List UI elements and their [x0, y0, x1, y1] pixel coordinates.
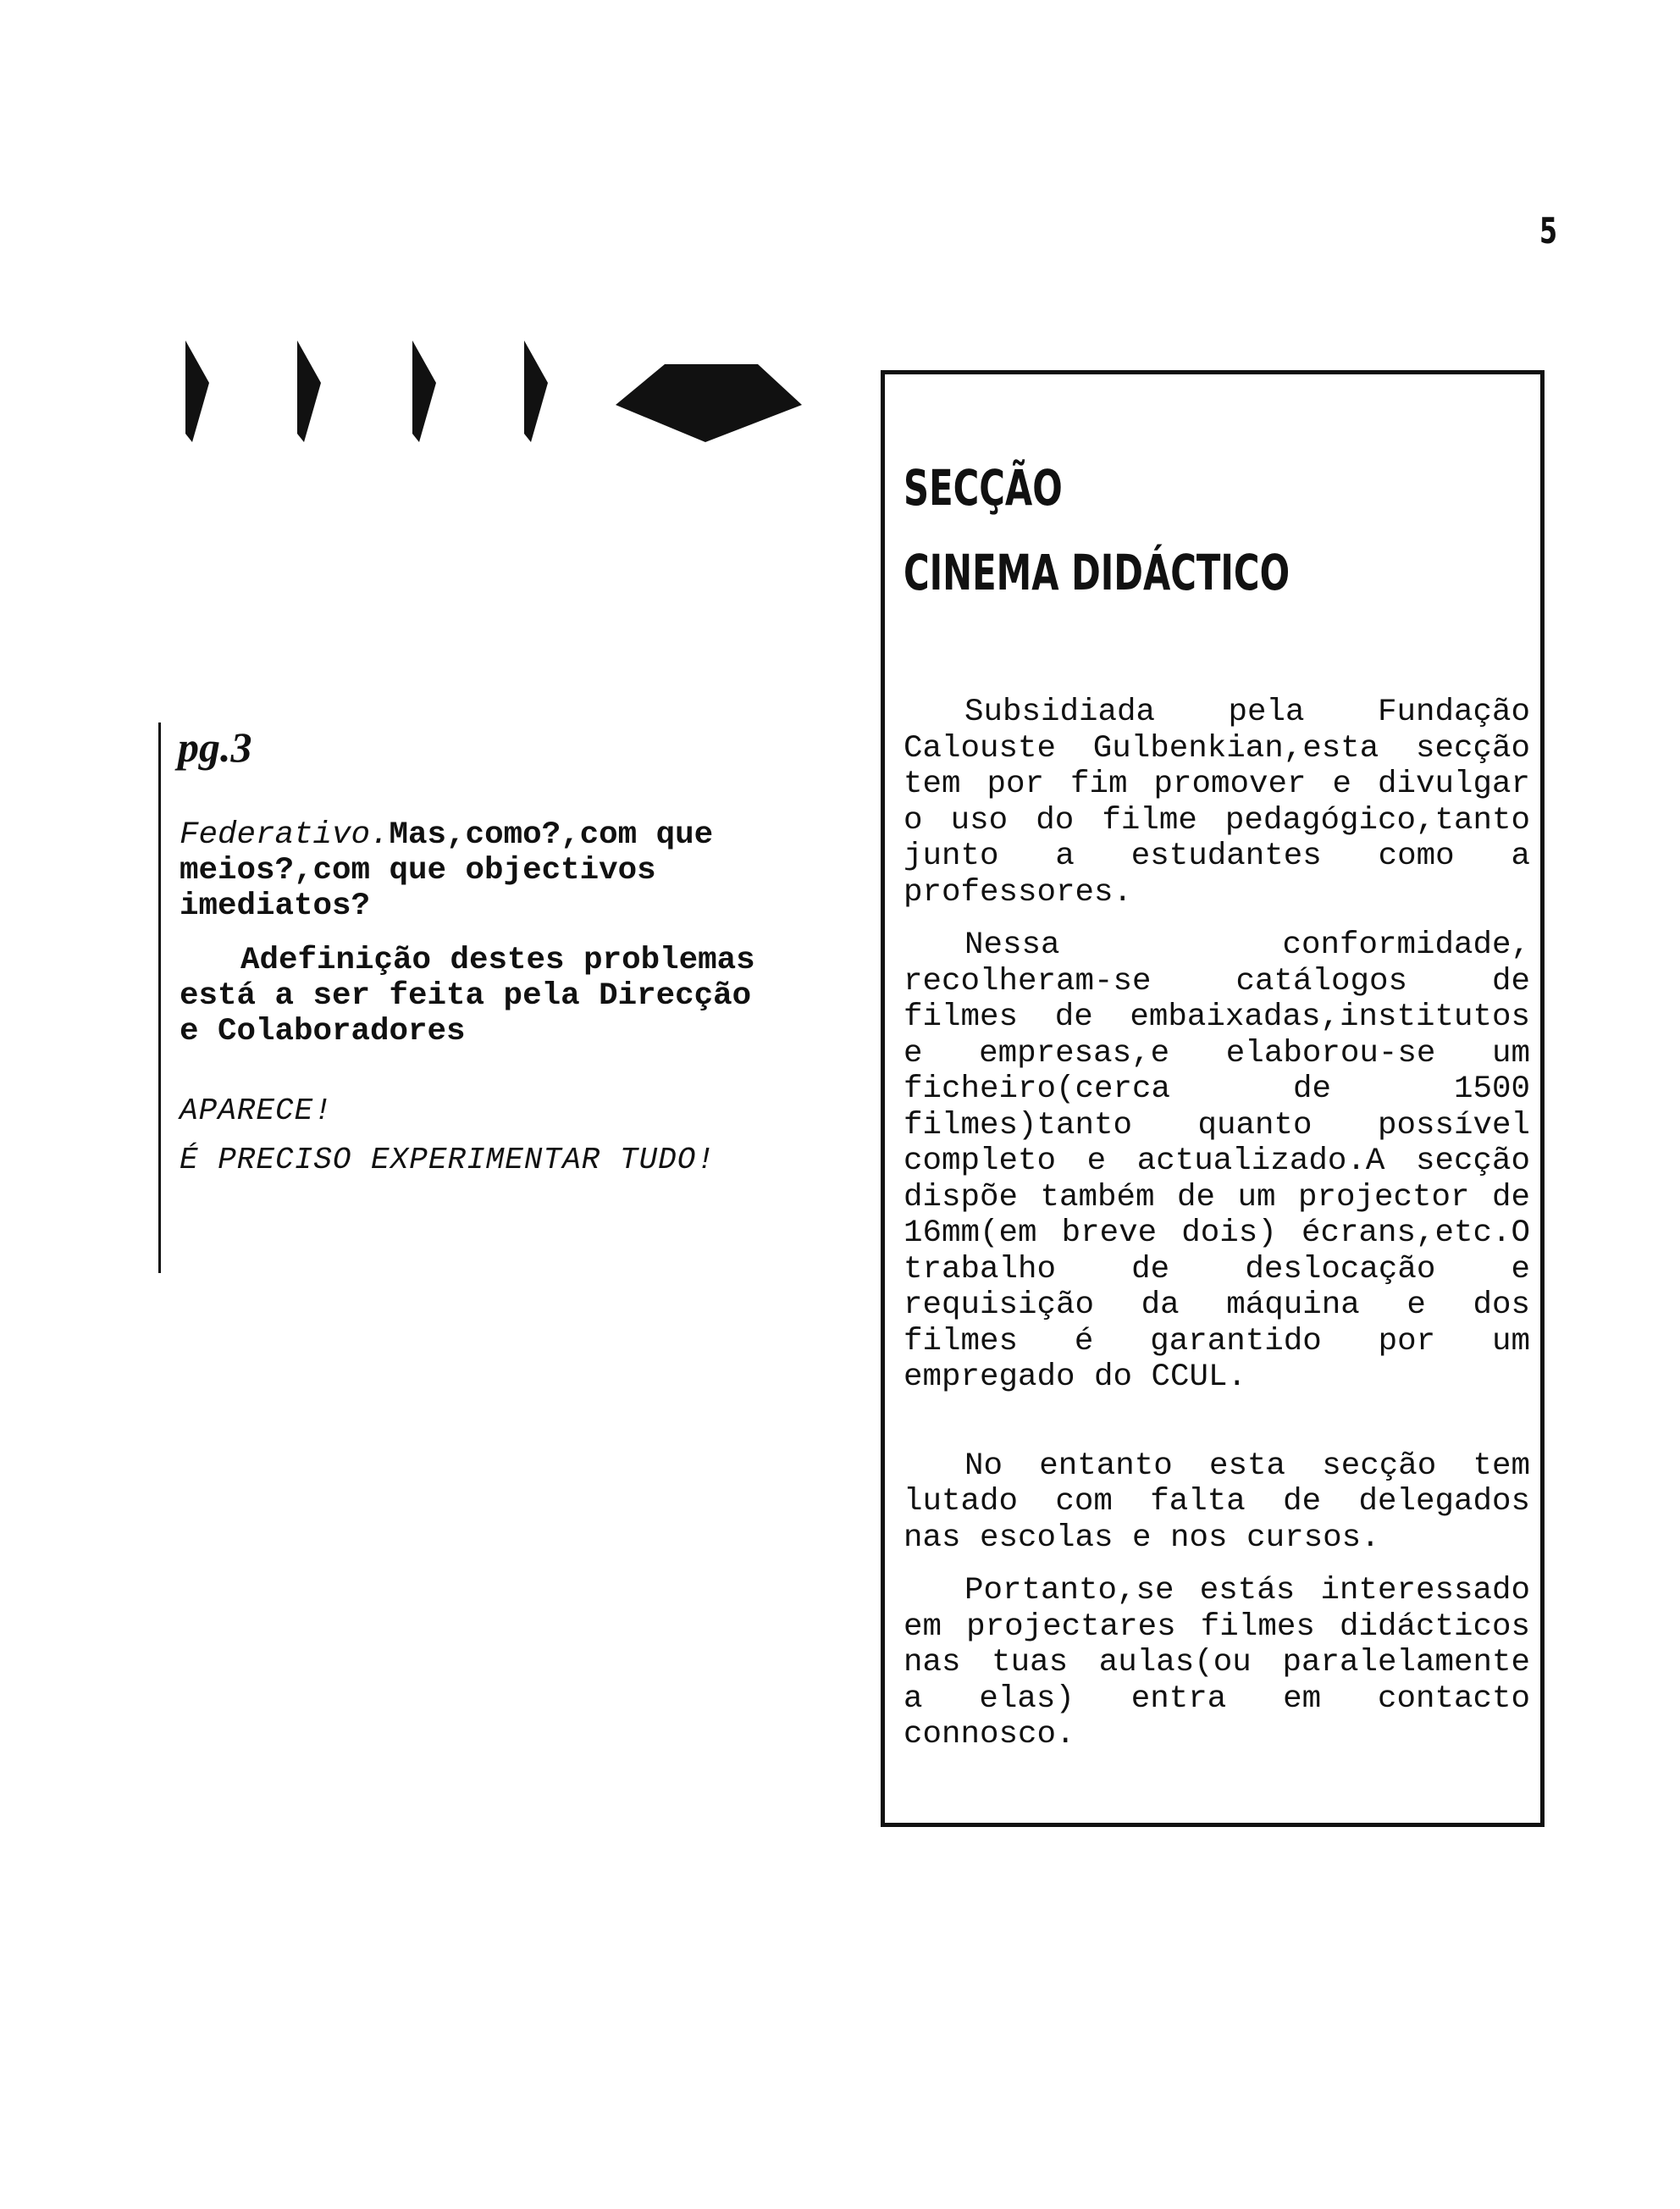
section-paragraph: Portanto,se estás interessado em projectares filmes didácticos nas tuas aulas(ou paralelamente a elas) entra em contacto connosco.	[904, 1573, 1530, 1752]
section-subtitle: CINEMA DIDÁCTICO	[904, 544, 1290, 601]
section-title: SECÇÃO	[904, 459, 1063, 517]
arrow-down-icon	[616, 364, 802, 442]
arrow-right-icon	[524, 340, 548, 442]
shout-aparece: APARECE!	[180, 1093, 333, 1128]
shout-experimentar: É PRECISO EXPERIMENTAR TUDO!	[180, 1143, 716, 1177]
arrow-right-icon	[412, 340, 436, 442]
left-paragraph-2: Adefinição destes problemas está a ser feita pela Direcção e Colaboradores	[180, 943, 755, 1049]
left-paragraph-1	[180, 817, 789, 924]
arrow-right-icon	[297, 340, 321, 442]
left-paragraph-1-text: Mas,como?,com que meios?,com que objectivos imediatos?	[180, 817, 714, 924]
page-reference: pg.3	[178, 723, 252, 771]
section-box	[881, 370, 1545, 1827]
page-number: 5	[1539, 210, 1558, 252]
arrow-right-icon	[185, 340, 209, 442]
left-column	[158, 722, 804, 1273]
section-paragraph: No entanto esta secção tem lutado com falta de delegados nas escolas e nos cursos.	[904, 1448, 1530, 1556]
section-paragraph: Nessa conformidade, recolheram-se catálogos de filmes de embaixadas,institutos e empresas,e elaborou-se um ficheiro(cerca de 1500 filmes)tanto quanto possível completo e actualizado.A secção dispõe também de um projector de 16mm(em breve dois) écrans,etc.O trabalho de deslocação e requisição da máquina e dos filmes é garantido por um empregado do CCUL.	[904, 927, 1530, 1395]
arrow-row	[174, 330, 817, 466]
section-paragraph: Subsidiada pela Fundação Calouste Gulbenkian,esta secção tem por fim promover e divulgar o uso do filme pedagógico,tanto junto a estudantes como a professores.	[904, 695, 1530, 911]
emphasis-word: Federativo.	[180, 817, 390, 853]
section-body	[904, 695, 1530, 1770]
left-text	[180, 817, 789, 1178]
